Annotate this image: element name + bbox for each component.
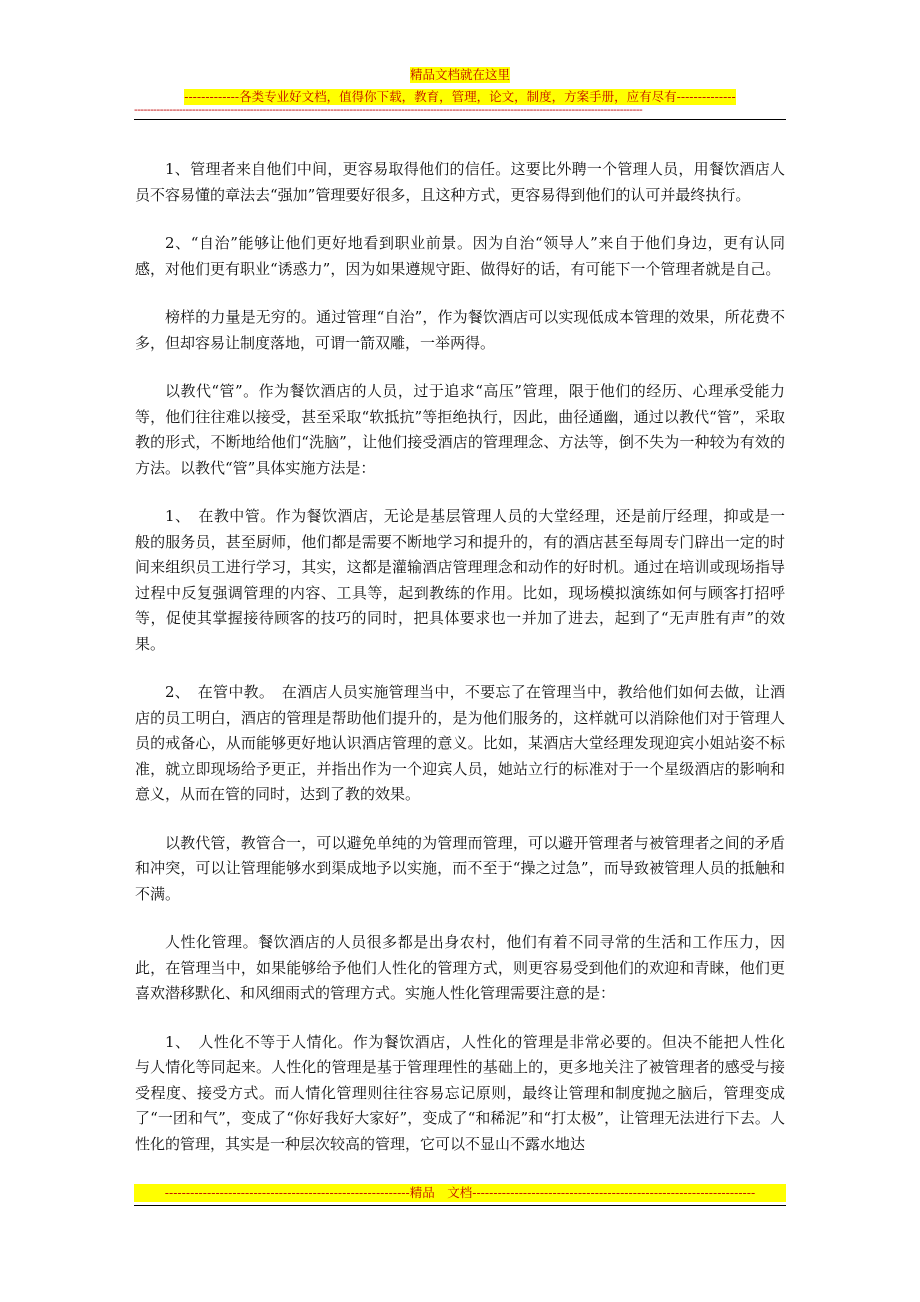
paragraph: 2、“自治”能够让他们更好地看到职业前景。因为自治“领导人”来自于他们身边，更有认同感，对他们更有职业“诱惑力”，因为如果遵规守距、做得好的话，有可能下一个管理者就是自己。 (135, 234, 785, 278)
paragraph: 以教代“管”。作为餐饮酒店的人员，过于追求“高压”管理，限于他们的经历、心理承受能力等，他们往往难以接受，甚至采取“软抵抗”等拒绝执行，因此，曲径通幽，通过以教代“管”，采取教的形式，不断地给他们“洗脑”，让他们接受酒店的管理理念、方法等，倒不失为一种较为有效的方法。以教代“管”具体实施方法是： (135, 382, 785, 477)
paragraph: 1、管理者来自他们中间，更容易取得他们的信任。这要比外聘一个管理人员，用餐饮酒店人员不容易懂的章法去“强加”管理要好很多，且这种方式，更容易得到他们的认可并最终执行。 (135, 160, 785, 204)
header-dash-line: -------------------------------------------------------------------------------------------------------------------------------------------------------------- (134, 104, 643, 116)
paragraph: 2、 在管中教。 在酒店人员实施管理当中，不要忘了在管理当中，教给他们如何去做，让酒店的员工明白，酒店的管理是帮助他们提升的，是为他们服务的，这样就可以消除他们对于管理人员的戒备心，从而能够更好地认识酒店管理的意义。比如，某酒店大堂经理发现迎宾小姐站姿不标准，就立即现场给予更正，并指出作为一个迎宾人员，她站立行的标准对于一个星级酒店的影响和意义，从而在管的同时，达到了教的效果。 (135, 683, 785, 803)
header-title: 精品文档就在这里 (409, 67, 510, 82)
header-divider (134, 119, 786, 120)
header-subtitle: -------------各类专业好文档，值得你下载，教育，管理，论文，制度，方案手册，应有尽有-------------- (184, 89, 736, 104)
paragraph: 1、 人性化不等于人情化。作为餐饮酒店，人性化的管理是非常必要的。但决不能把人性化 与人情化等同起来。人性化的管理是基于管理理性的基础上的，更多地关注了被管理者的感受与接受程度、接受方式。而人情化管理则往往容易忘记原则，最终让管理和制度抛之脑后，管理变成了“一团和气”，变成了“你好我好大家好”，变成了“和稀泥”和“打太极”，让管理无法进行下去。人性化的管理，其实是一种层次较高的管理，它可以不显山不露水地达 (135, 1032, 785, 1153)
page-footer: ----------------------------------------------------------精品 文档------------------------------------------------------------------- (134, 1184, 786, 1202)
paragraph: 以教代管，教管合一，可以避免单纯的为管理而管理，可以避开管理者与被管理者之间的矛盾和冲突，可以让管理能够水到渠成地予以实施，而不至于“操之过急”，而导致被管理人员的抵触和不满。 (135, 833, 785, 903)
paragraph: 榜样的力量是无穷的。通过管理“自治”，作为餐饮酒店可以实现低成本管理的效果，所花费不多，但却容易让制度落地，可谓一箭双雕，一举两得。 (135, 308, 785, 352)
document-body (135, 157, 785, 1180)
footer-divider (134, 1205, 786, 1206)
page-header (132, 64, 788, 105)
paragraph: 人性化管理。餐饮酒店的人员很多都是出身农村，他们有着不同寻常的生活和工作压力，因此，在管理当中，如果能够给予他们人性化的管理方式，则更容易受到他们的欢迎和青睐，他们更喜欢潜移默化、和风细雨式的管理方式。实施人性化管理需要注意的是： (135, 933, 785, 1002)
paragraph: 1、 在教中管。作为餐饮酒店，无论是基层管理人员的大堂经理，还是前厅经理，抑或是一 般的服务员，甚至厨师，他们都是需要不断地学习和提升的，有的酒店甚至每周专门辟出一定的时间来组织员工进行学习，其实，这都是灌输酒店管理理念和动作的好时机。通过在培训或现场指导过程中反复强调管理的内容、工具等，起到教练的作用。比如，现场模拟演练如何与顾客打招呼等，促使其掌握接待顾客的技巧的同时，把具体要求也一并加了进去，起到了“无声胜有声”的效果。 (135, 507, 785, 653)
